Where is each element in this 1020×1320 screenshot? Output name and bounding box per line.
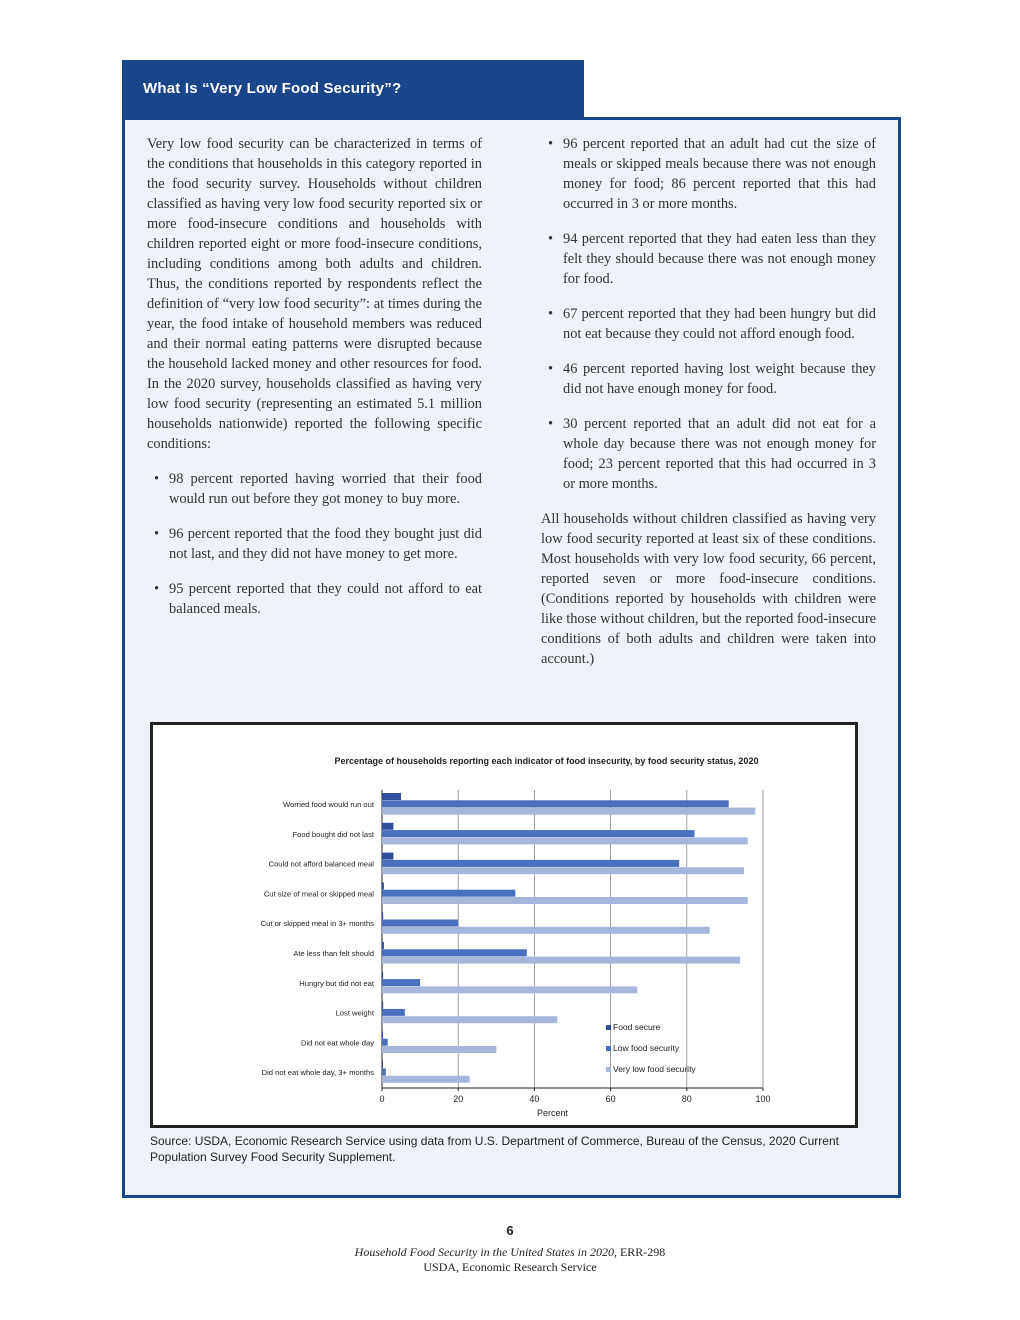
bar-low-food-security — [382, 949, 527, 956]
bar-low-food-security — [382, 979, 420, 986]
bullet-item: • 46 percent reported having lost weight because they did not have enough money for food. — [541, 359, 876, 399]
bar-food-secure — [382, 942, 384, 949]
bar-very-low-food-security — [382, 897, 748, 904]
right-bullet-list — [541, 134, 876, 494]
bar-low-food-security — [382, 830, 694, 837]
legend-label: Low food security — [613, 1043, 680, 1053]
category-label: Cut size of meal or skipped meal — [263, 889, 374, 899]
legend-swatch — [606, 1067, 611, 1072]
bullet-item: • 94 percent reported that they had eaten less than they felt they should because there was not enough money for food. — [541, 229, 876, 289]
bar-very-low-food-security — [382, 957, 740, 964]
bar-food-secure — [382, 1061, 383, 1068]
bar-very-low-food-security — [382, 1016, 557, 1023]
bullet-item: • 96 percent reported that an adult had cut the size of meals or skipped meals because there was not enough money for food; 86 percent reported that this had occurred in 3 or more months. — [541, 134, 876, 214]
chart-frame — [150, 722, 858, 1128]
report-title: Household Food Security in the United States in 2020, — [354, 1245, 617, 1259]
source-note: Source: USDA, Economic Research Service using data from U.S. Department of Commerce, Bureau of the Census, 2020 Current Population Survey Food Security Supplement. — [150, 1134, 839, 1164]
bar-food-secure — [382, 972, 383, 979]
bar-very-low-food-security — [382, 837, 748, 844]
bar-low-food-security — [382, 920, 458, 927]
left-column — [147, 134, 482, 634]
page-number: 6 — [506, 1223, 514, 1238]
right-column — [541, 134, 876, 669]
x-axis-label: Percent — [536, 1108, 569, 1118]
bullet-item: • 96 percent reported that the food they bought just did not last, and they did not have money to get more. — [147, 524, 482, 564]
bar-low-food-security — [382, 1069, 386, 1076]
bar-very-low-food-security — [382, 1076, 470, 1083]
publisher: USDA, Economic Research Service — [423, 1260, 597, 1274]
x-tick-label: 80 — [681, 1094, 692, 1104]
bar-very-low-food-security — [382, 927, 710, 934]
sidebar-title: What Is “Very Low Food Security”? — [122, 60, 584, 118]
bar-low-food-security — [382, 800, 729, 807]
report-id: ERR-298 — [619, 1245, 666, 1259]
bar-very-low-food-security — [382, 867, 744, 874]
bar-low-food-security — [382, 1039, 388, 1046]
bar-low-food-security — [382, 860, 679, 867]
category-label: Food bought did not last — [292, 829, 374, 839]
bar-very-low-food-security — [382, 808, 755, 815]
x-tick-label: 100 — [755, 1094, 771, 1104]
category-label: Hungry but did not eat — [299, 978, 374, 988]
x-tick-label: 20 — [453, 1094, 464, 1104]
category-label: Did not eat whole day — [300, 1038, 374, 1048]
bullet-item: • 98 percent reported having worried that their food would run out before they got money to buy more. — [147, 469, 482, 509]
bullet-item: • 67 percent reported that they had been hungry but did not eat because they could not afford enough food. — [541, 304, 876, 344]
legend-swatch — [606, 1046, 611, 1051]
left-bullet-list — [147, 469, 482, 619]
category-label: Worried food would run out — [282, 799, 374, 809]
bar-low-food-security — [382, 890, 515, 897]
category-label: Could not afford balanced meal — [268, 859, 374, 869]
legend-swatch — [606, 1025, 611, 1030]
bar-food-secure — [382, 823, 393, 830]
bar-food-secure — [382, 1002, 383, 1009]
bar-food-secure — [382, 1031, 383, 1038]
bar-chart — [153, 725, 855, 1125]
x-tick-label: 40 — [529, 1094, 540, 1104]
bar-food-secure — [382, 853, 393, 860]
category-label: Cut or skipped meal in 3+ months — [260, 919, 374, 929]
bar-food-secure — [382, 793, 401, 800]
closing-paragraph: All households without children classified as having very low food security reported at least six of these conditions. Most households with very low food security, 66 percent, reported seven or more food-insecure conditions. (Conditions reported by households with children were like those without children, but the reported food-insecure conditions of both adults and children were taken into account.) — [541, 511, 876, 667]
bar-low-food-security — [382, 1009, 405, 1016]
bullet-item: • 95 percent reported that they could not afford to eat balanced meals. — [147, 579, 482, 619]
bar-food-secure — [382, 882, 384, 889]
chart-title: Percentage of households reporting each indicator of food insecurity, by food security status, 2020 — [334, 756, 759, 766]
intro-paragraph: Very low food security can be characterized in terms of the conditions that households in this category reported in the food security survey. Households without children classified as having very low food security reported six or more food-insecure conditions and households with children reported eight or more food-insecure conditions, including conditions among both adults and children. Thus, the conditions reported by respondents reflect the definition of “very low food security”: at times during the year, the food intake of household members was reduced and their normal eating patterns were disrupted because the household lacked money and other resources for food. In the 2020 survey, households classified as having very low food security (representing an estimated 5.1 million households nationwide) reported the following specific conditions: — [147, 136, 482, 452]
category-label: Lost weight — [335, 1008, 374, 1018]
bar-food-secure — [382, 912, 383, 919]
category-label: Ate less than felt should — [293, 948, 374, 958]
x-tick-label: 60 — [605, 1094, 616, 1104]
bullet-item: • 30 percent reported that an adult did not eat for a whole day because there was not enough money for food; 23 percent reported that this had occurred in 3 or more months. — [541, 414, 876, 494]
legend-label: Very low food security — [613, 1064, 696, 1074]
page-footer — [0, 1245, 1020, 1275]
x-tick-label: 0 — [379, 1094, 385, 1104]
bar-very-low-food-security — [382, 1046, 496, 1053]
bar-very-low-food-security — [382, 986, 637, 993]
category-label: Did not eat whole day, 3+ months — [261, 1068, 374, 1078]
legend-label: Food secure — [613, 1022, 661, 1032]
